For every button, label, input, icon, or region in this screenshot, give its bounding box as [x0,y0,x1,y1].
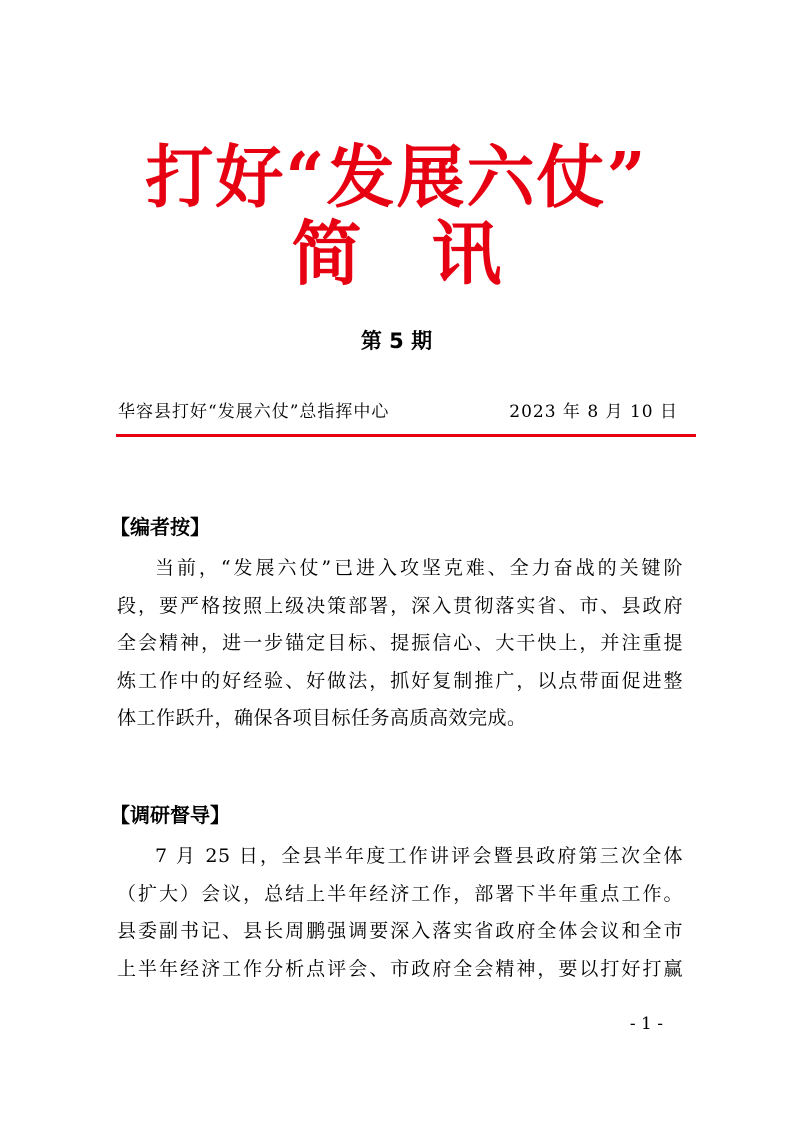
paragraph-line: 体工作跃升，确保各项目标任务高质高效完成。 [117,707,527,729]
paragraph-line: 炼工作中的好经验、好做法，抓好复制推广，以点带面促进整 [117,669,683,692]
issue-number: 第 5 期 [360,329,433,353]
paragraph-line: 县委副书记、县长周鹏强调要深入落实省政府全体会议和全市 [117,920,683,942]
masthead-subtitle-char-2: 讯 [431,212,502,295]
masthead-subtitle-char-1: 简 [291,212,362,295]
editor-note-paragraph [117,550,683,738]
red-divider-rule [116,434,696,437]
paragraph-line: 当前，“发展六仗”已进入攻坚克难、全力奋战的关键阶 [155,557,683,579]
research-paragraph [117,838,683,988]
paragraph-line: 上半年经济工作分析点评会、市政府全会精神，要以打好打赢 [117,957,683,980]
masthead-subtitle [0,214,793,294]
masthead-title-text: 打好“发展六仗” [145,138,648,218]
paragraph-line: （扩大）会议，总结上半年经济工作，部署下半年重点工作。 [117,882,683,905]
page-number: - 1 - [629,1014,663,1034]
issuer-name: 华容县打好“发展六仗”总指挥中心 [118,402,390,422]
issue-date: 2023 年 8 月 10 日 [509,402,678,422]
paragraph-line: 段，要严格按照上级决策部署，深入贯彻落实省、市、县政府 [117,594,683,617]
masthead-title [0,138,793,218]
paragraph-line: 7 月 25 日，全县半年度工作讲评会暨县政府第三次全体 [155,845,683,867]
research-heading: 【调研督导】 [110,803,230,827]
editor-note-heading: 【编者按】 [110,515,210,539]
paragraph-line: 全会精神，进一步锚定目标、提振信心、大干快上，并注重提 [117,632,683,654]
